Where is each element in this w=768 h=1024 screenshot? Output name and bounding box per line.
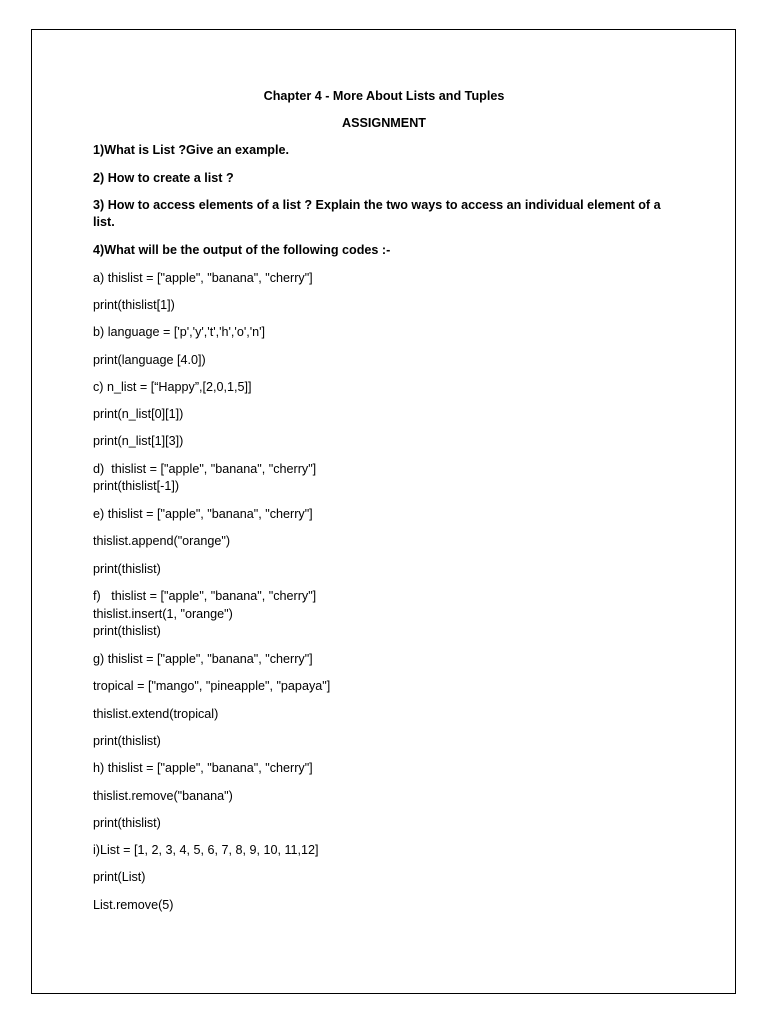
code-line: print(thislist[1]): [93, 298, 175, 312]
code-line: g) thislist = ["apple", "banana", "cherry"]: [93, 652, 313, 666]
code-line: print(thislist): [93, 624, 161, 638]
code-line: List.remove(5): [93, 898, 174, 912]
code-line: print(thislist[-1]): [93, 479, 180, 493]
question-1: 1)What is List ?Give an example.: [93, 143, 289, 157]
code-line: d) thislist = ["apple", "banana", "cherry"]: [93, 462, 317, 476]
code-line: print(thislist): [93, 562, 161, 576]
code-line: print(thislist): [93, 734, 161, 748]
code-line: print(List): [93, 870, 146, 884]
question-3: 3) How to access elements of a list ? Explain the two ways to access an individual element of a list.: [93, 198, 661, 229]
code-line: print(language [4.0]): [93, 353, 206, 367]
question-2: 2) How to create a list ?: [93, 171, 234, 185]
document-title: Chapter 4 - More About Lists and Tuples: [263, 89, 505, 103]
code-line: a) thislist = ["apple", "banana", "cherry"]: [93, 271, 313, 285]
code-line: i)List = [1, 2, 3, 4, 5, 6, 7, 8, 9, 10, 11,12]: [93, 843, 319, 857]
document-subtitle: ASSIGNMENT: [342, 116, 426, 130]
code-line: print(thislist): [93, 816, 161, 830]
code-line: print(n_list[0][1]): [93, 407, 184, 421]
code-line: thislist.append("orange"): [93, 534, 231, 548]
code-line: thislist.insert(1, "orange"): [93, 607, 233, 621]
code-line: thislist.extend(tropical): [93, 707, 219, 721]
code-line: c) n_list = [“Happy”,[2,0,1,5]]: [93, 380, 252, 394]
code-line: f) thislist = ["apple", "banana", "cherry"]: [93, 589, 317, 603]
code-line: tropical = ["mango", "pineapple", "papaya"]: [93, 679, 331, 693]
code-line: b) language = ['p','y','t','h','o','n']: [93, 325, 266, 339]
question-4: 4)What will be the output of the following codes :-: [93, 243, 391, 257]
code-line: e) thislist = ["apple", "banana", "cherry"]: [93, 507, 313, 521]
code-line: print(n_list[1][3]): [93, 434, 184, 448]
code-line: h) thislist = ["apple", "banana", "cherry"]: [93, 761, 313, 775]
code-line: thislist.remove("banana"): [93, 789, 233, 803]
